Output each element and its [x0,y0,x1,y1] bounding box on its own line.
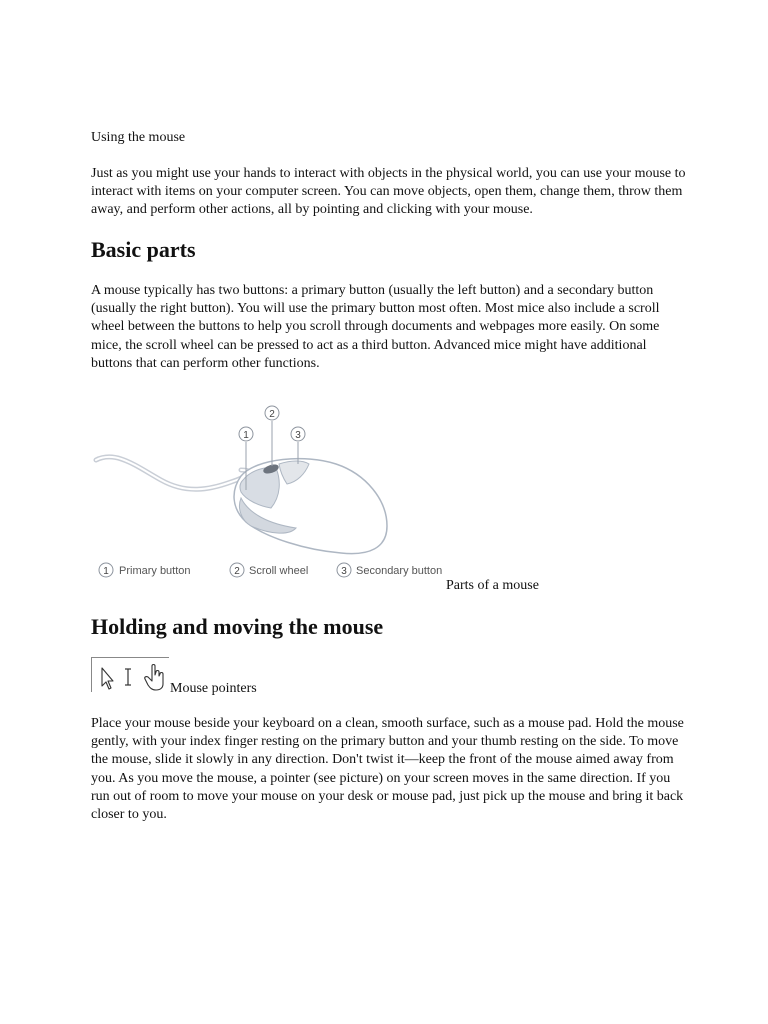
svg-text:1: 1 [103,566,109,577]
legend-primary-button [99,563,191,577]
svg-text:3: 3 [295,430,301,441]
holding-heading: Holding and moving the mouse [91,614,384,639]
svg-text:Scroll wheel: Scroll wheel [249,565,309,577]
callout-3 [291,427,305,441]
mouse-pointers-figure [91,657,169,692]
svg-text:Primary button: Primary button [119,565,191,577]
callout-2 [265,406,279,420]
holding-paragraph: Place your mouse beside your keyboard on a clean, smooth surface, such as a mouse pad. Hold the mouse gently, with your index finger resting on the primary button and your thumb resting on the side. To move the mouse, slide it slowly in any direction. Don't twist it—keep the front of the mouse aimed away from you. As you move the mouse, a pointer (see picture) on your screen moves in the same direction. If you run out of room to move your mouse on your desk or mouse pad, just pick up the mouse and bring it back closer to you. [91,716,684,823]
arrow-pointer-icon [102,668,113,689]
svg-text:3: 3 [341,566,347,577]
intro-paragraph: Just as you might use your hands to interact with objects in the physical world, you can use your mouse to interact with items on your computer screen. You can move objects, open them, change them, throw them away, and perform other actions, all by pointing and clicking with your mouse. [91,166,686,218]
pointers-caption: Mouse pointers [170,681,257,696]
svg-text:Secondary button: Secondary button [356,565,443,577]
basic-parts-paragraph: A mouse typically has two buttons: a primary button (usually the left button) and a secondary button (usually the right button). You will use the primary button most often. Most mice also include a scroll wheel between the buttons to help you scroll through documents and webpages more easily. On some mice, the scroll wheel can be pressed to act as a third button. Advanced mice might have additional buttons that can perform other functions. [91,283,660,371]
document-title: Using the mouse [91,130,186,145]
svg-text:1: 1 [243,430,249,441]
svg-text:2: 2 [269,409,275,420]
text-cursor-icon [125,669,131,685]
mouse-parts-figure [91,398,451,584]
hand-pointer-icon [145,665,163,691]
basic-parts-heading: Basic parts [91,237,196,262]
figure-caption: Parts of a mouse [446,578,539,593]
svg-text:2: 2 [234,566,240,577]
legend-scroll-wheel [230,563,308,577]
callout-1 [239,427,253,441]
legend-secondary-button [337,563,442,577]
